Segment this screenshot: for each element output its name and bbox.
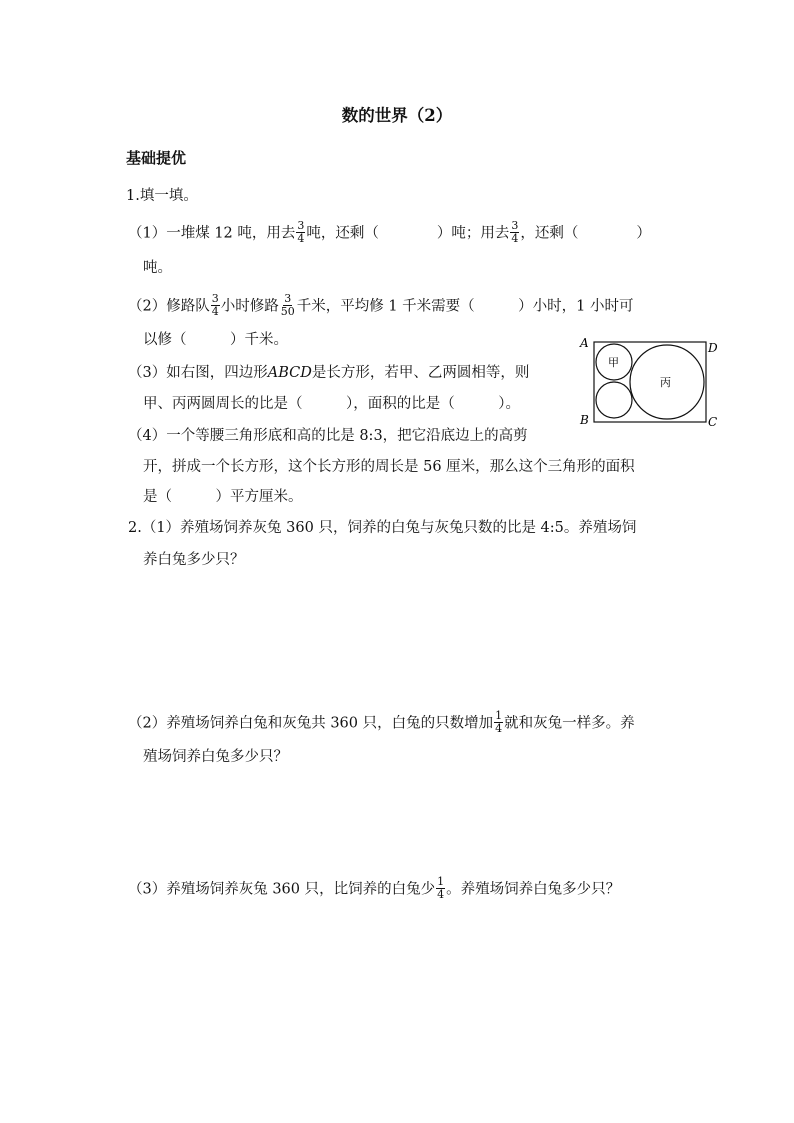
q1p2-text-c: 千米，平均修 1 千米需要（ ）小时，1 小时可 (296, 298, 634, 315)
q2-part2-line2: 殖场饲养白兔多少只？ (143, 749, 288, 765)
circle-yi (596, 382, 632, 418)
fraction-three-quarters: $\frac{3}{4}$ (511, 219, 519, 245)
q1-part2-line1 (128, 294, 634, 319)
q1-part1-line2: 吨。 (143, 260, 172, 276)
q1-part2-line2: 以修（ ）千米。 (143, 332, 288, 348)
q2-part1-line2: 养白兔多少只？ (143, 552, 245, 568)
q1-part4-line3: 是（ ）平方厘米。 (143, 489, 303, 505)
label-bing: 丙 (660, 376, 671, 389)
label-jia: 甲 (608, 356, 619, 369)
q1-part1-line1 (128, 221, 651, 246)
q1p1-text-b: 吨，还剩（ ）吨；用去 (306, 225, 510, 242)
q2-part2-line1: （2）养殖场饲养白兔和灰兔共 360 只，白兔的只数增加 $\frac{1}{4}$ 就和灰兔一样多。养 (128, 709, 635, 735)
fraction-one-quarter: $\frac{1}{4}$ (437, 875, 445, 901)
page-title: 数的世界（2） (341, 106, 453, 125)
q1-part3-line2: 甲、丙两圆周长的比是（ ），面积的比是（ ）。 (143, 396, 520, 412)
vertex-label-a: A (580, 336, 589, 350)
question-1-label: 1.填一填。 (126, 188, 198, 204)
q1p1-text-c: ，还剩（ ） (520, 225, 651, 242)
q1-part4-line2: 开，拼成一个长方形，这个长方形的周长是 56 厘米，那么这个三角形的面积 (143, 459, 635, 475)
vertex-label-c: C (708, 415, 718, 429)
rectangle-circles-figure (578, 334, 726, 430)
rectangle-name: ABCD (267, 365, 312, 381)
q1p2-text-b: 小时修路 (220, 298, 279, 315)
fraction-three-quarters: $\frac{3}{4}$ (211, 292, 219, 318)
fraction-one-quarter: $\frac{1}{4}$ (495, 709, 503, 735)
section-heading: 基础提优 (126, 149, 187, 167)
vertex-label-d: D (708, 341, 718, 355)
q2-part1-line1: 2.（1）养殖场饲养灰兔 360 只，饲养的白兔与灰兔只数的比是 4:5。养殖场饲 (128, 520, 637, 536)
fraction-three-fiftieths: $\frac{3}{50}$ (280, 292, 295, 318)
q1p2-text-a: （2）修路队 (128, 298, 210, 315)
fraction-three-quarters: $\frac{3}{4}$ (297, 219, 305, 245)
q1-part4-line1: （4）一个等腰三角形底和高的比是 8:3，把它沿底边上的高剪 (128, 428, 528, 444)
q1p1-text-a: （1）一堆煤 12 吨，用去 (128, 225, 296, 242)
q2-part3-line1: （3）养殖场饲养灰兔 360 只，比饲养的白兔少 $\frac{1}{4}$ 。养殖场饲养白兔多少只？ (128, 875, 621, 901)
vertex-label-b: B (580, 413, 589, 427)
q1-part3-line1: （3）如右图，四边形ABCD是长方形，若甲、乙两圆相等，则 (128, 365, 530, 381)
